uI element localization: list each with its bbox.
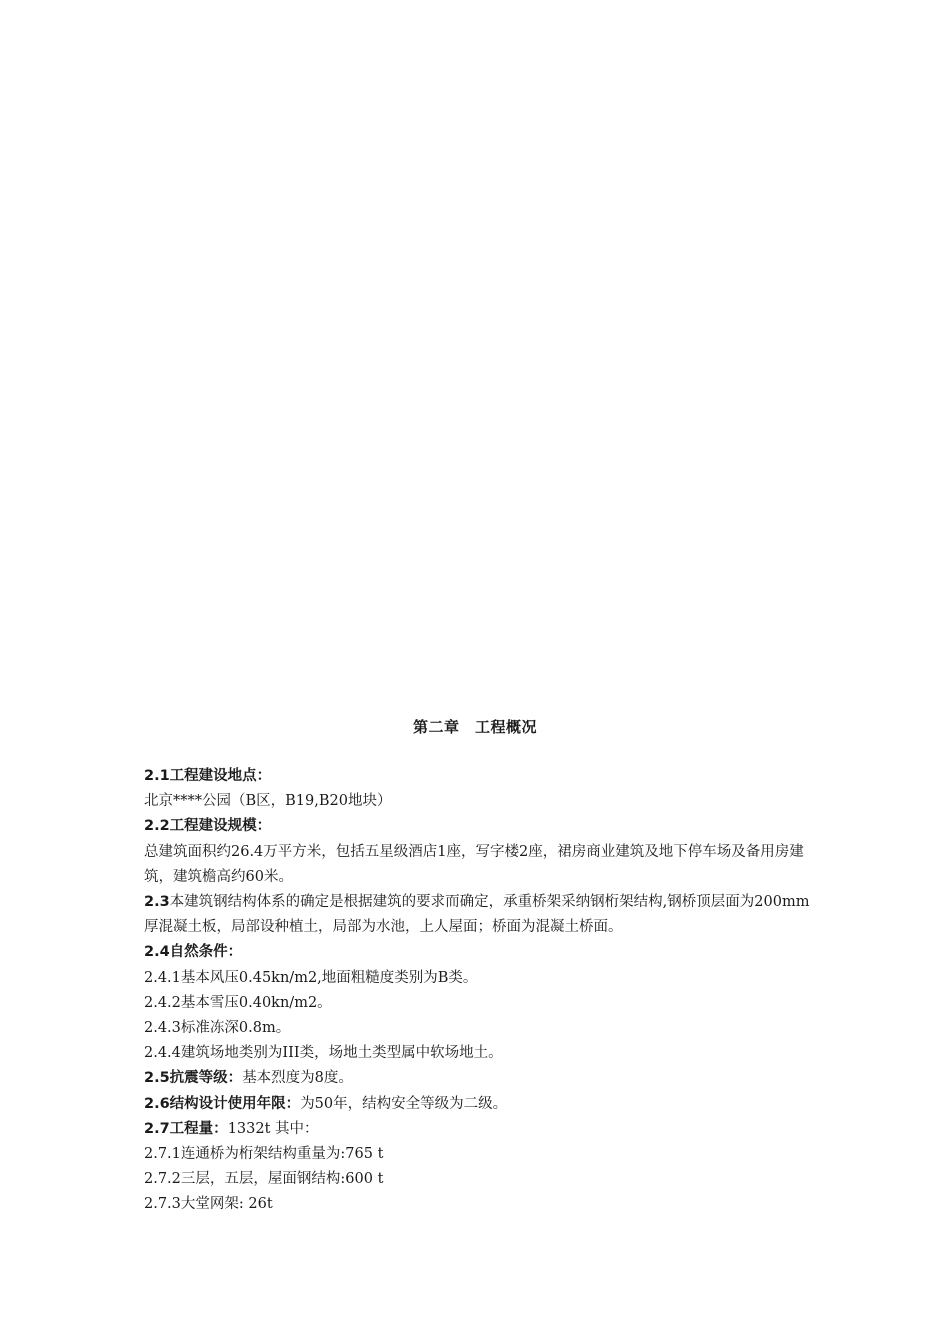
list-item-2-4-2: 2.4.2基本雪压0.40kn/m2。 [144,994,332,1011]
section-2-7 [144,1117,810,1142]
section-text-2-3: 本建筑钢结构体系的确定是根据建筑的要求而确定，承重桥架采纳钢桁架结构,钢桥顶层面为200mm厚混凝土板，局部设种植土，局部为水池，上人屋面；桥面为混凝土桥面。 [144,894,810,936]
section-text-2-5: 基本烈度为8度。 [242,1070,353,1087]
chapter-body [144,764,810,1218]
list-item-2-7-1: 2.7.1连通桥为桁架结构重量为:765 t [144,1146,384,1163]
section-heading-2-5: 2.5抗震等级： [144,1070,243,1087]
list-item-2-4-1: 2.4.1基本风压0.45kn/m2,地面粗糙度类别为B类。 [144,969,478,986]
list-item-2-7-2: 2.7.2三层，五层，屋面钢结构:600 t [144,1171,384,1188]
list-item-2-4-3: 2.4.3标准冻深0.8m。 [144,1020,291,1037]
section-text-2-2: 总建筑面积约26.4万平方米，包括五星级酒店1座，写字楼2座，裙房商业建筑及地下停车场及备用房建筑，建筑檐高约60米。 [144,843,804,885]
chapter-title: 第二章 工程概况 [412,718,537,736]
section-heading-2-2: 2.2工程建设规模： [144,818,272,835]
list-item-2-4-4: 2.4.4建筑场地类别为III类，场地土类型属中软场地土。 [144,1045,503,1062]
section-heading-2-6: 2.6结构设计使用年限： [144,1095,301,1112]
section-heading-2-4: 2.4自然条件： [144,944,243,961]
section-text-2-6: 为50年，结构安全等级为二级。 [300,1095,508,1112]
section-2-3 [144,890,810,940]
section-heading-2-1: 2.1工程建设地点： [144,768,272,784]
section-2-5 [144,1066,810,1091]
section-text-2-1: 北京****公园（B区，B19,B20地块） [144,793,392,810]
section-heading-2-7: 2.7工程量： [144,1120,228,1137]
section-number-2-3: 2.3 [144,894,170,911]
list-item-2-7-3: 2.7.3大堂网架: 26t [144,1196,273,1213]
section-text-2-7: 1332t 其中： [227,1120,319,1137]
section-2-6 [144,1092,810,1117]
